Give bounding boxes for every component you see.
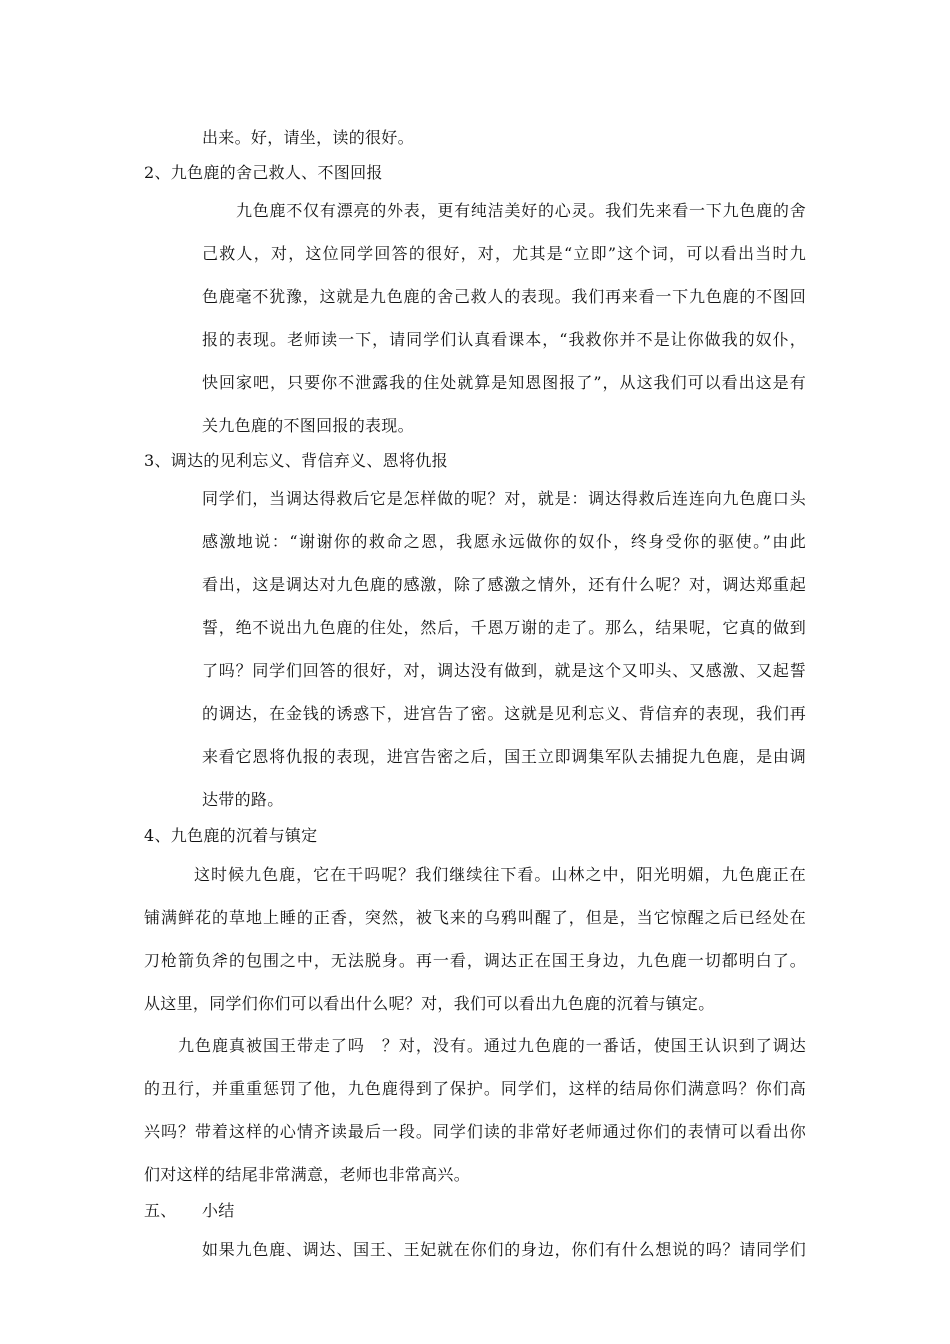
section-heading: 2、九色鹿的舍己救人、不图回报	[144, 163, 383, 182]
text-line: 兴吗？带着这样的心情齐读最后一段。同学们读的非常好老师通过你们的表情可以看出你	[144, 1122, 806, 1141]
section-number: 五、	[144, 1201, 177, 1220]
text-line: 己救人，对，这位同学回答的很好，对，尤其是“立即”这个词，可以看出当时九	[202, 244, 806, 263]
text-line: 看出，这是调达对九色鹿的感激，除了感激之情外，还有什么呢？对，调达郑重起	[202, 575, 806, 594]
text-line: 的丑行，并重重惩罚了他，九色鹿得到了保护。同学们，这样的结局你们满意吗？你们高	[144, 1079, 806, 1098]
text-line: 铺满鲜花的草地上睡的正香，突然，被飞来的乌鸦叫醒了，但是，当它惊醒之后已经处在	[144, 908, 806, 927]
text-line: 报的表现。老师读一下，请同学们认真看课本，“我救你并不是让你做我的奴仆，	[202, 330, 806, 349]
text-line: 们对这样的结尾非常满意，老师也非常高兴。	[144, 1165, 471, 1184]
section-heading: 3、调达的见利忘义、背信弃义、恩将仇报	[144, 451, 448, 470]
text-line: 出来。好，请坐，读的很好。	[202, 128, 414, 147]
text-line: 达带的路。	[202, 790, 284, 809]
text-line: 感激地说：“谢谢你的救命之恩，我愿永远做你的奴仆，终身受你的驱使。”由此	[202, 532, 806, 551]
section-heading: 小结	[202, 1201, 235, 1220]
text-line: 快回家吧，只要你不泄露我的住处就算是知恩图报了”，从这我们可以看出这是有	[202, 373, 806, 392]
text-line: 如果九色鹿、调达、国王、王妃就在你们的身边，你们有什么想说的吗？请同学们	[202, 1240, 806, 1259]
text-line: 色鹿毫不犹豫，这就是九色鹿的舍己救人的表现。我们再来看一下九色鹿的不图回	[202, 287, 806, 306]
text-line: 的调达，在金钱的诱惑下，进宫告了密。这就是见利忘义、背信弃的表现，我们再	[202, 704, 806, 723]
text-line: 来看它恩将仇报的表现，进宫告密之后，国王立即调集军队去捕捉九色鹿，是由调	[202, 747, 806, 766]
section-heading: 4、九色鹿的沉着与镇定	[144, 826, 318, 845]
text-line: 从这里，同学们你们可以看出什么呢？对，我们可以看出九色鹿的沉着与镇定。	[144, 994, 715, 1013]
text-line: 这时候九色鹿，它在干吗呢？我们继续往下看。山林之中，阳光明媚，九色鹿正在	[194, 865, 806, 884]
text-line: 九色鹿真被国王带走了吗 ？对，没有。通过九色鹿的一番话，使国王认识到了调达	[178, 1036, 806, 1055]
text-line: 刀枪箭负斧的包围之中，无法脱身。再一看，调达正在国王身边，九色鹿一切都明白了。	[144, 951, 806, 970]
text-line: 九色鹿不仅有漂亮的外表，更有纯洁美好的心灵。我们先来看一下九色鹿的舍	[236, 201, 806, 220]
text-line: 关九色鹿的不图回报的表现。	[202, 416, 414, 435]
text-line: 了吗？同学们回答的很好，对，调达没有做到，就是这个又叩头、又感激、又起誓	[202, 661, 806, 680]
text-line: 誓，绝不说出九色鹿的住处，然后，千恩万谢的走了。那么，结果呢，它真的做到	[202, 618, 806, 637]
text-line: 同学们，当调达得救后它是怎样做的呢？对，就是：调达得救后连连向九色鹿口头	[202, 489, 806, 508]
